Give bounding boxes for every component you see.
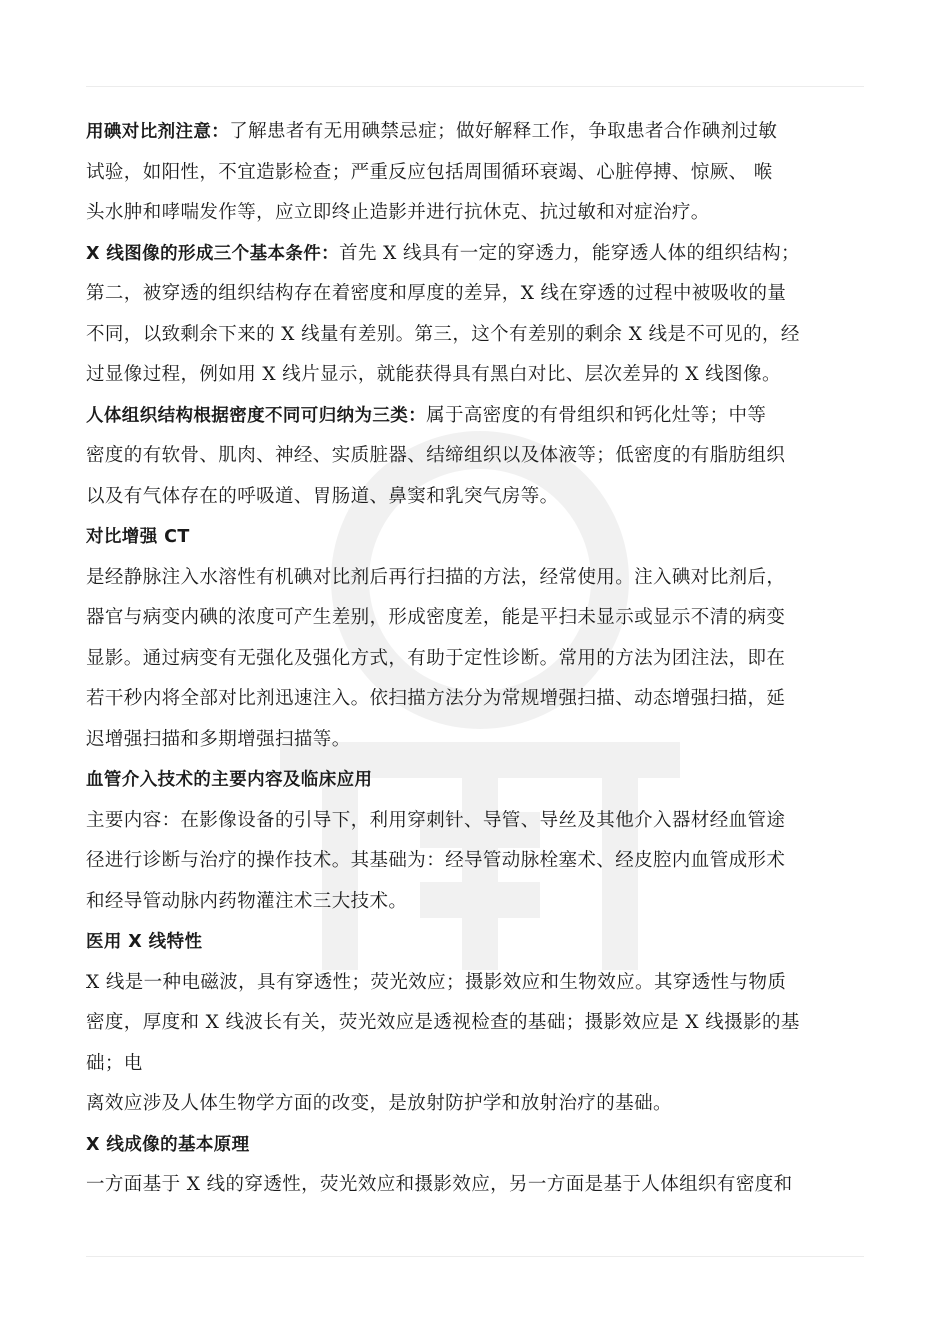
text-line	[86, 355, 866, 396]
text-line	[86, 598, 866, 639]
text-line	[86, 315, 866, 356]
text-line	[86, 760, 866, 801]
line-text: 过显像过程，例如用 X 线片显示，就能获得具有黑白对比、层次差异的 X 线图像。	[86, 364, 781, 385]
line-heading: 对比增强 CT	[86, 527, 190, 547]
text-line	[86, 1084, 866, 1125]
line-heading: 人体组织结构根据密度不同可归纳为三类：	[86, 405, 427, 426]
line-text: 主要内容：在影像设备的引导下，利用穿刺针、导管、导丝及其他介入器材经血管途	[86, 809, 786, 831]
text-line	[86, 882, 866, 923]
line-text: 若干秒内将全部对比剂迅速注入。依扫描方法分为常规增强扫描、动态增强扫描，延	[86, 688, 786, 709]
line-text: 迟增强扫描和多期增强扫描等。	[86, 728, 351, 750]
text-line	[86, 963, 866, 1004]
line-text: 首先 X 线具有一定的穿透力，能穿透人体的组织结构；	[339, 242, 800, 264]
line-text: X 线是一种电磁波，具有穿透性；荧光效应；摄影效应和生物效应。其穿透性与物质	[86, 971, 787, 993]
line-text: 了解患者有无用碘禁忌症；做好解释工作，争取患者合作碘剂过敏	[229, 121, 778, 142]
text-line	[86, 1125, 866, 1166]
text-line	[86, 153, 866, 194]
line-heading: 血管介入技术的主要内容及临床应用	[86, 770, 373, 790]
text-line	[86, 1165, 866, 1206]
text-line	[86, 922, 866, 963]
text-line	[86, 436, 866, 477]
line-text: 以及有气体存在的呼吸道、胃肠道、鼻窦和乳突气房等。	[86, 485, 559, 507]
line-text: 和经导管动脉内药物灌注术三大技术。	[86, 890, 408, 912]
line-text: 器官与病变内碘的浓度可产生差别，形成密度差，能是平扫未显示或显示不清的病变	[86, 607, 786, 628]
text-line	[86, 639, 866, 680]
line-text: 径进行诊断与治疗的操作技术。其基础为：经导管动脉栓塞术、经皮腔内血管成形术	[86, 850, 786, 871]
line-heading: 用碘对比剂注意：	[86, 122, 230, 142]
text-line	[86, 477, 866, 518]
line-text: 试验，如阳性，不宜造影检查；严重反应包括周围循环衰竭、心脏停搏、惊厥、 喉	[86, 161, 773, 183]
header-rule	[86, 86, 864, 87]
text-line	[86, 234, 866, 275]
line-text: 显影。通过病变有无强化及强化方式，有助于定性诊断。常用的方法为团注法，即在	[86, 647, 786, 669]
text-line	[86, 517, 866, 558]
text-line	[86, 720, 866, 761]
line-text: 一方面基于 X 线的穿透性，荧光效应和摄影效应，另一方面是基于人体组织有密度和	[86, 1174, 793, 1195]
line-text: 是经静脉注入水溶性有机碘对比剂后再行扫描的方法，经常使用。注入碘对比剂后，	[86, 566, 786, 588]
line-heading: 医用 X 线特性	[86, 932, 203, 952]
line-text: 头水肿和哮喘发作等，应立即终止造影并进行抗休克、抗过敏和对症治疗。	[86, 202, 710, 223]
line-text: 属于高密度的有骨组织和钙化灶等；中等	[426, 404, 767, 426]
line-heading: X 线成像的基本原理	[86, 1134, 250, 1155]
line-text: 密度的有软骨、肌肉、神经、实质脏器、结缔组织以及体液等；低密度的有脂肪组织	[86, 445, 786, 466]
document-body	[86, 112, 866, 1206]
line-text: 密度，厚度和 X 线波长有关，荧光效应是透视检查的基础；摄影效应是 X 线摄影的基	[86, 1012, 800, 1033]
text-line	[86, 193, 866, 234]
line-heading: X 线图像的形成三个基本条件：	[86, 243, 340, 264]
text-line	[86, 274, 866, 315]
text-line	[86, 1044, 866, 1085]
text-line	[86, 396, 866, 437]
line-text: 不同，以致剩余下来的 X 线量有差别。第三，这个有差别的剩余 X 线是不可见的，经	[86, 323, 800, 345]
line-text: 离效应涉及人体生物学方面的改变，是放射防护学和放射治疗的基础。	[86, 1093, 672, 1114]
line-text: 础；电	[86, 1052, 143, 1074]
text-line	[86, 841, 866, 882]
text-line	[86, 558, 866, 599]
line-text: 第二，被穿透的组织结构存在着密度和厚度的差异，X 线在穿透的过程中被吸收的量	[86, 283, 787, 304]
text-line	[86, 1003, 866, 1044]
text-line	[86, 679, 866, 720]
text-line	[86, 801, 866, 842]
footer-rule	[86, 1256, 864, 1257]
text-line	[86, 112, 866, 153]
